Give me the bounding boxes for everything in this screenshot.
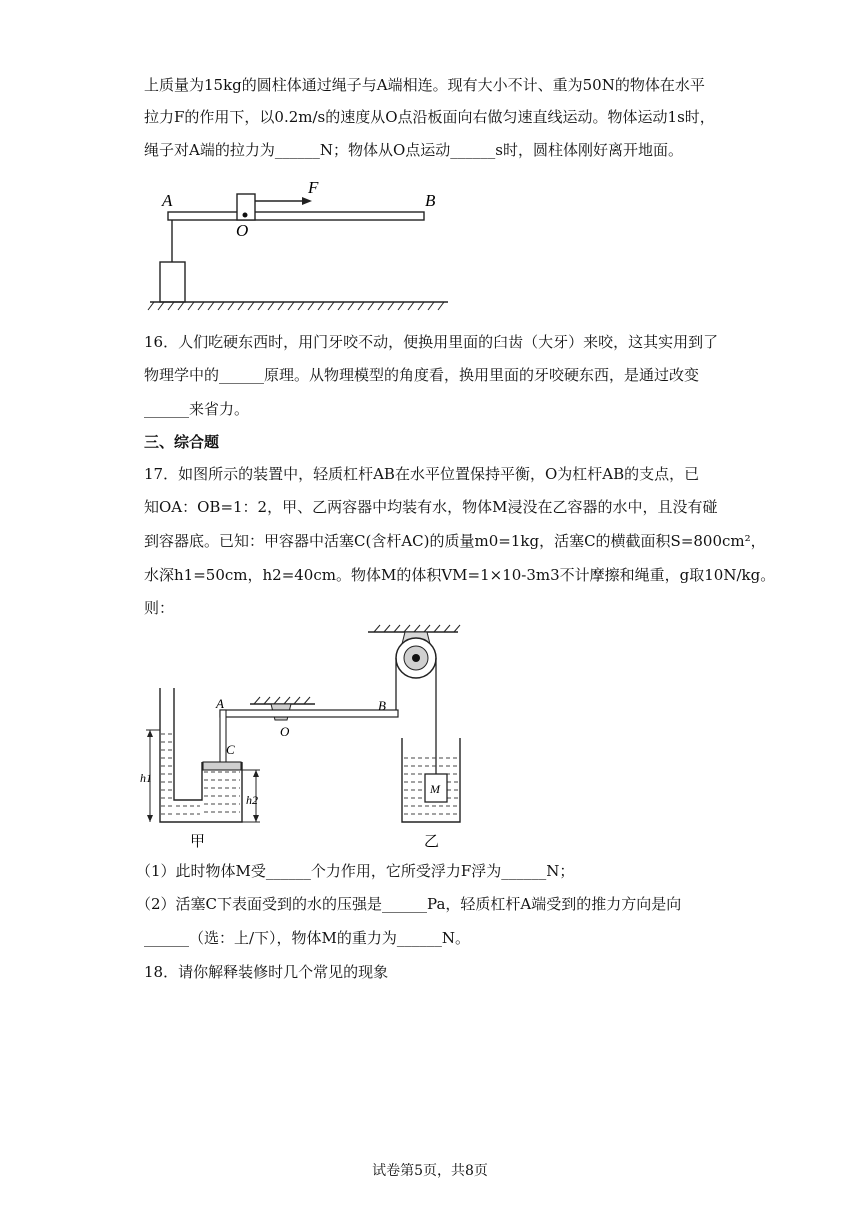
q17-fig-label-b: B: [378, 698, 386, 713]
q17-fig-label-a: A: [216, 696, 224, 711]
q15-line2: 拉力F的作用下，以0.2m/s的速度从O点沿板面向右做匀速直线运动。物体运动1s时，: [144, 108, 715, 126]
q15-lever-figure: [140, 176, 460, 316]
q17-line5: 则：: [144, 599, 175, 617]
q17-sub1: （1）此时物体M受______个力作用，它所受浮力F浮为______N；: [136, 862, 575, 880]
page-footer: 试卷第5页，共8页: [372, 1163, 488, 1179]
q17-line1: 17．如图所示的装置中，轻质杠杆AB在水平位置保持平衡，O为杠杆AB的支点，已: [144, 465, 700, 483]
q15-fig-label-a: A: [162, 191, 173, 210]
q15-fig-label-f: F: [308, 178, 319, 197]
q16-line1: 16．人们吃硬东西时，用门牙咬不动，便换用里面的臼齿（大牙）来咬，这其实用到了: [144, 333, 719, 351]
q17-line3: 到容器底。已知：甲容器中活塞C(含杆AC)的质量m0=1kg，活塞C的横截面积S=800cm²，: [144, 532, 766, 550]
q17-fig-label-h2: h2: [246, 793, 258, 807]
q17-sub2-line2: ______（选：上/下），物体M的重力为______N。: [144, 929, 471, 947]
q17-line4: 水深h1=50cm，h2=40cm。物体M的体积VM=1×10-3m3不计摩擦和绳重，g取10N/kg。: [144, 566, 776, 584]
q17-line2: 知OA：OB=1：2，甲、乙两容器中均装有水，物体M浸没在乙容器的水中，且没有碰: [144, 498, 718, 516]
q17-fig-label-o: O: [280, 724, 290, 739]
q17-fig-label-c: C: [226, 742, 235, 757]
q17-apparatus-figure: [140, 622, 480, 854]
q15-line1: 上质量为15kg的圆柱体通过绳子与A端相连。现有大小不计、重为50N的物体在水平: [144, 76, 705, 94]
q15-fig-label-o: O: [236, 221, 249, 240]
q17-fig-label-jia: 甲: [190, 834, 206, 850]
q17-fig-label-m: M: [430, 782, 440, 796]
q16-line3: ______来省力。: [144, 400, 250, 418]
q16-line2: 物理学中的______原理。从物理模型的角度看，换用里面的牙咬硬东西，是通过改变: [144, 366, 700, 384]
section-title: 三、综合题: [144, 433, 220, 451]
q15-fig-label-b: B: [425, 191, 436, 210]
q17-fig-label-h1: h1: [140, 771, 152, 785]
q15-line3: 绳子对A端的拉力为______N；物体从O点运动______s时，圆柱体刚好离开地面。: [144, 141, 683, 159]
q17-fig-label-yi: 乙: [424, 834, 440, 850]
q18-line1: 18．请你解释装修时几个常见的现象: [144, 963, 389, 981]
q17-sub2-line1: （2）活塞C下表面受到的水的压强是______Pa，轻质杠杆A端受到的推力方向是向: [136, 895, 682, 913]
